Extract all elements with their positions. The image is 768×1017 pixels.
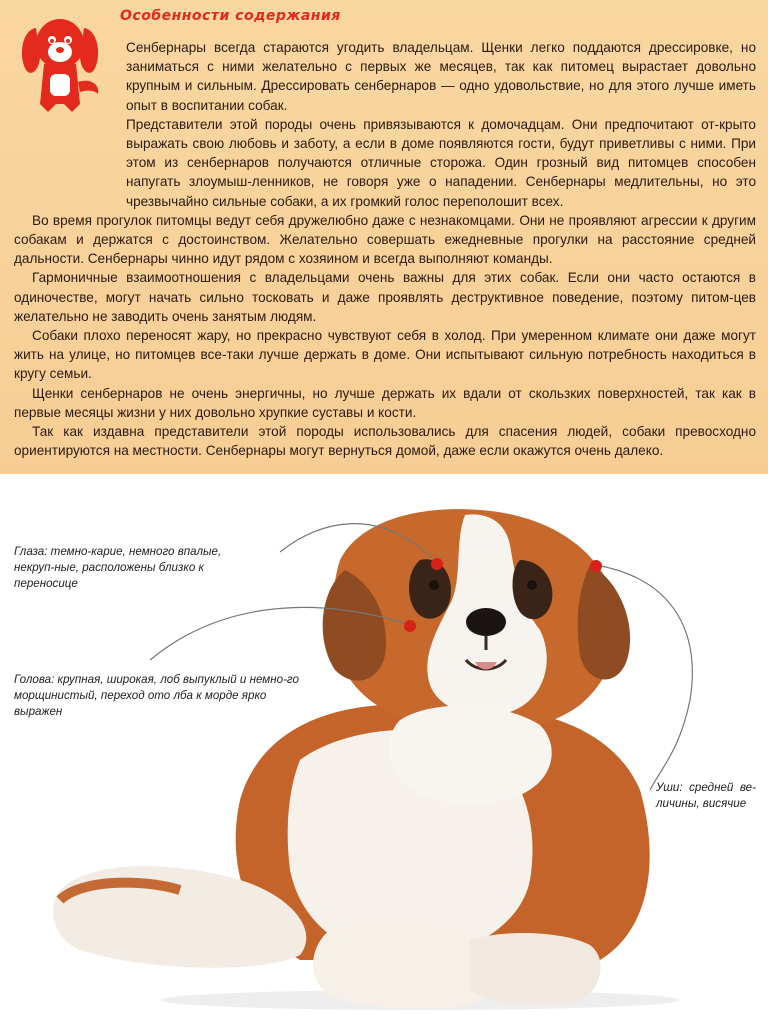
paragraph-3: Во время прогулок питомцы ведут себя дружелюбно даже с незнакомцами. Они не проявляют агрессии к другим собакам и держатся с достоинством. Желательно совершать ежедневные прогулки на расстояние средней дальности. Сенбернары чинно идут рядом с хозяином и всегда выполняют команды. (14, 212, 756, 267)
eye-marker (431, 558, 443, 570)
callout-eyes: Глаза: темно-карие, немного впалые, некруп-ные, расположены близко к переносице (14, 545, 222, 590)
callout-ears: Уши: средней ве-личины, висячие (656, 781, 756, 810)
paragraph-5: Собаки плохо переносят жару, но прекрасно чувствуют себя в холод. При умеренном климате они даже могут жить на улице, но питомцев все-таки лучше держать в доме. Они испытывают сильную потребность находиться в кругу семьи. (14, 328, 756, 382)
ear-marker (590, 560, 602, 572)
head-marker (404, 620, 416, 632)
paragraph-2: Представители этой породы очень привязываются к домочадцам. Они предпочитают от-крыто выражать свою любовь и заботу, а если в доме появляются гости, будут приветливы с ними. При этом из сенбернаров получаются отличные сторожа. Один грозный вид питомцев способен напугать злоумыш-ленников, не говоря уже о нападении. Сенбернары медлительны, но это чрезвычайно сильные собаки, а их громкий голос переполошит всех. (126, 116, 756, 209)
paragraph-1: Сенбернары всегда стараются угодить владельцам. Щенки легко поддаются дрессировке, но заниматься с ними желательно с первых же месяцев, так как питомец вырастает довольно крупным и сильным. Дрессировать сенбернаров — одно удовольствие, но для этого лучше иметь опыт в воспитании собак. (126, 40, 756, 113)
paragraph-6: Щенки сенбернаров не очень энергичны, но лучше держать их вдали от скользких поверхностей, так как в первые месяцы жизни у них довольно хрупкие суставы и кости. (14, 385, 756, 420)
paragraph-7: Так как издавна представители этой породы использовались для спасения людей, собаки превосходно ориентируются на местности. Сенбернары могут вернуться домой, даже если окажутся очень далеко. (14, 424, 756, 459)
article-body (14, 38, 756, 460)
paragraph-4: Гармоничные взаимоотношения с владельцами очень важны для этих собак. Если они часто остаются в одиночестве, могут начать сильно тосковать и даже проявлять деструктивное поведение, поэтому питом-цев желательно не заводить очень занятым людям. (14, 270, 756, 324)
callout-head: Голова: крупная, широкая, лоб выпуклый и немно-го морщинистый, переход ото лба к морде ярко выражен (14, 673, 299, 718)
section-title: Особенности содержания (120, 8, 341, 24)
